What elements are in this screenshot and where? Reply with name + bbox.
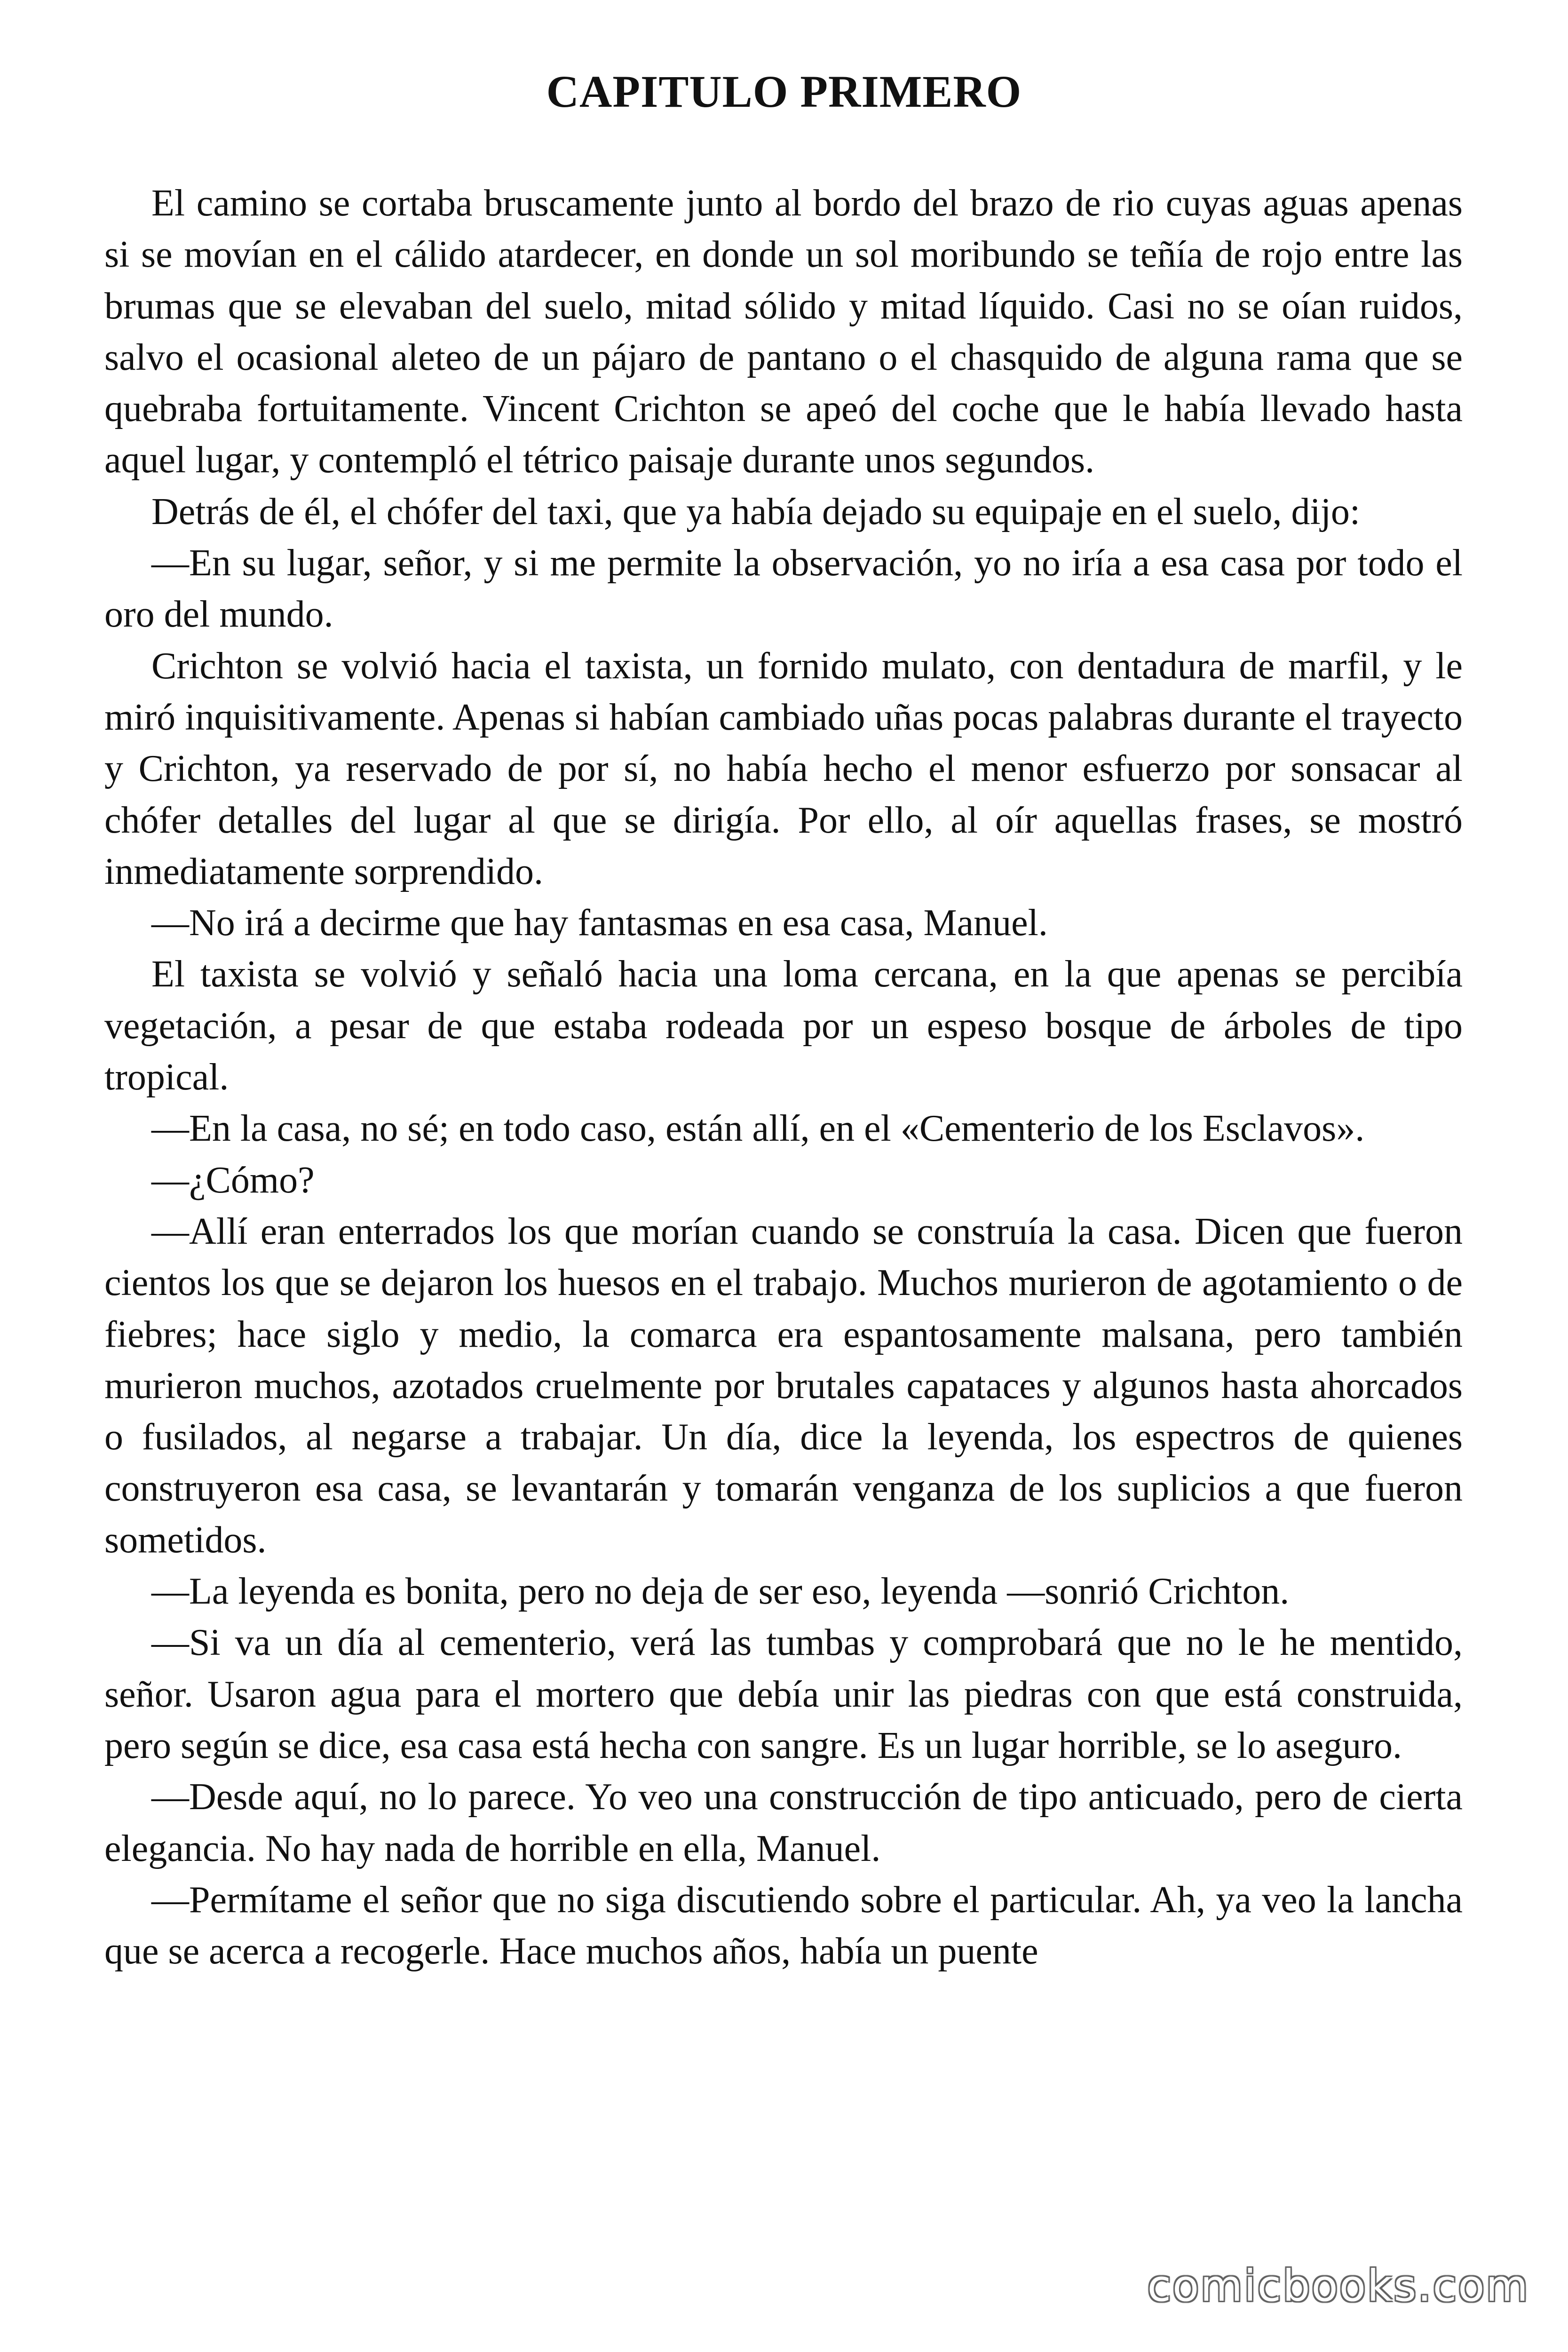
paragraph: Crichton se volvió hacia el taxista, un fornido mulato, con dentadura de marfil, y le miró inquisitivamente. Apenas si habían cambiado uñas pocas palabras durante el trayecto y Crichton, ya reservado de por sí, no había hecho el menor esfuerzo por sonsacar al chófer detalles del lugar al que se dirigía. Por ello, al oír aquellas frases, se mostró inmediatamente sorprendido. [104, 645, 1463, 892]
paragraph: —No irá a decirme que hay fantasmas en esa casa, Manuel. [151, 902, 1048, 944]
paragraph: —Allí eran enterrados los que morían cuando se construía la casa. Dicen que fueron cientos los que se dejaron los huesos en el trabajo. Muchos murieron de agotamiento o de fiebres; hace siglo y medio, la comarca era espantosamente malsana, pero también murieron muchos, azotados cruelmente por brutales capataces y algunos hasta ahorcados o fusilados, al negarse a trabajar. Un día, dice la leyenda, los espectros de quienes construyeron esa casa, se levantarán y tomarán venganza de los suplicios a que fueron sometidos. [104, 1210, 1463, 1561]
paragraph: —Desde aquí, no lo parece. Yo veo una construcción de tipo anticuado, pero de cierta elegancia. No hay nada de horrible en ella, Manuel. [104, 1776, 1463, 1869]
paragraph: —En su lugar, señor, y si me permite la observación, yo no iría a esa casa por todo el oro del mundo. [104, 542, 1463, 636]
chapter-title: CAPITULO PRIMERO [546, 66, 1022, 117]
paragraph: —¿Cómo? [151, 1159, 315, 1201]
paragraph: —En la casa, no sé; en todo caso, están allí, en el «Cementerio de los Esclavos». [151, 1108, 1365, 1150]
paragraph: El taxista se volvió y señaló hacia una loma cercana, en la que apenas se percibía vegetación, a pesar de que estaba rodeada por un espeso bosque de árboles de tipo tropical. [104, 954, 1463, 1098]
paragraph: —Si va un día al cementerio, verá las tumbas y comprobará que no le he mentido, señor. Usaron agua para el mortero que debía unir las piedras con que está construida, pero según se dice, esa casa está hecha con sangre. Es un lugar horrible, se lo aseguro. [104, 1622, 1463, 1766]
paragraph: —La leyenda es bonita, pero no deja de ser eso, leyenda —sonrió Crichton. [151, 1571, 1290, 1613]
paragraph: —Permítame el señor que no siga discutiendo sobre el particular. Ah, ya veo la lancha que se acerca a recogerle. Hace muchos años, había un puente [104, 1879, 1463, 1972]
watermark: comicbooks.com [1147, 2261, 1529, 2311]
paragraph: Detrás de él, el chófer del taxi, que ya había dejado su equipaje en el suelo, dijo: [151, 491, 1361, 532]
chapter-body [104, 178, 1463, 1977]
paragraph: El camino se cortaba bruscamente junto al bordo del brazo de rio cuyas aguas apenas si se movían en el cálido atardecer, en donde un sol moribundo se teñía de rojo entre las brumas que se elevaban del suelo, mitad sólido y mitad líquido. Casi no se oían ruidos, salvo el ocasional aleteo de un pájaro de pantano o el chasquido de alguna rama que se quebraba fortuitamente. Vincent Crichton se apeó del coche que le había llevado hasta aquel lugar, y contempló el tétrico paisaje durante unos segundos. [104, 183, 1463, 481]
